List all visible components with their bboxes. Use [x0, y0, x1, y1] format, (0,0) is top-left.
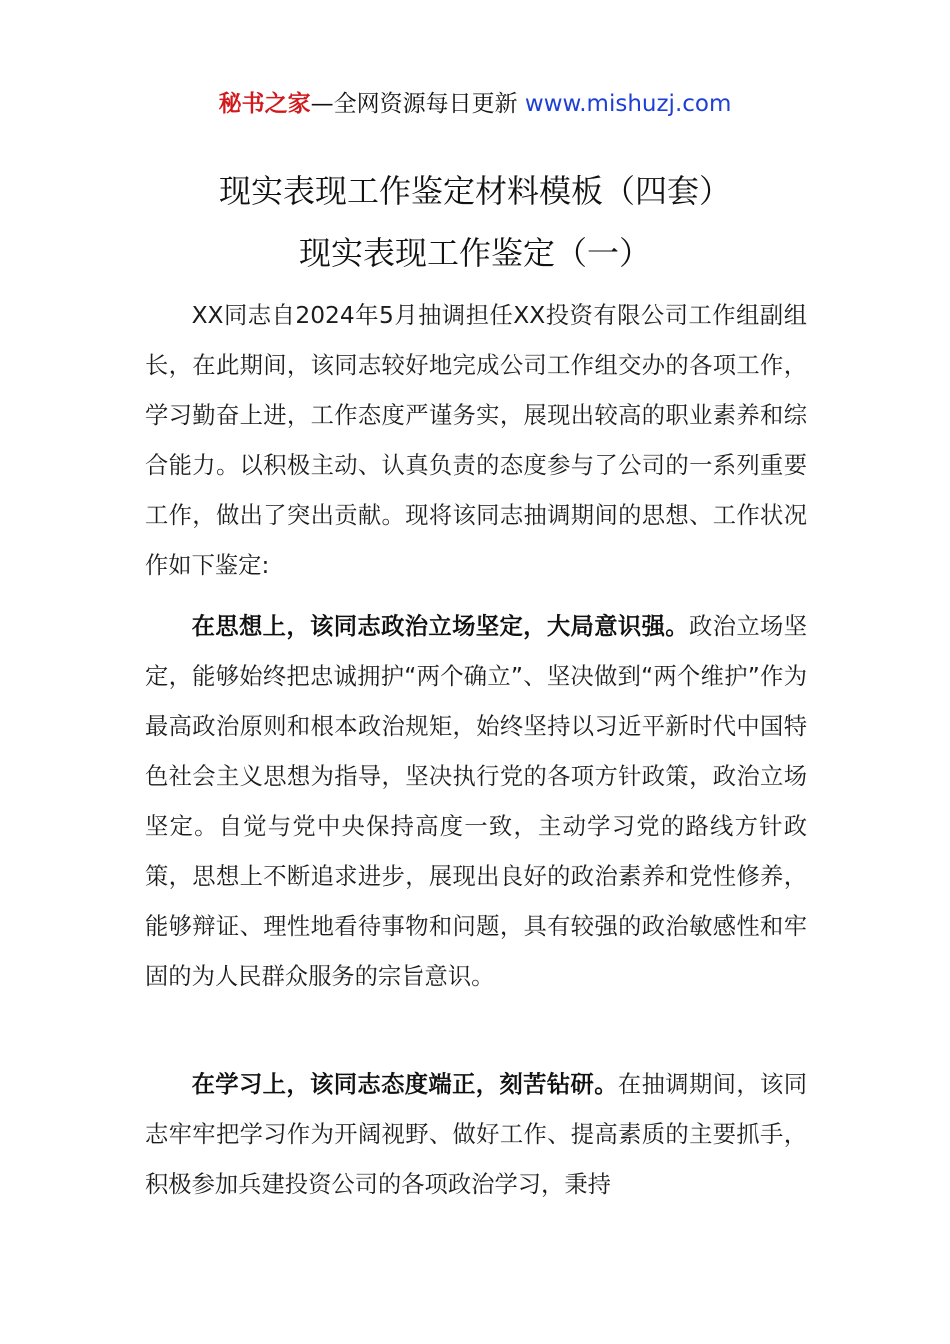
intro-paragraph — [145, 291, 807, 591]
section-title: 现实表现工作鉴定（一） — [298, 234, 651, 272]
paragraph-text: XX同志自2024年5月抽调担任XX投资有限公司工作组副组长，在此期间，该同志较好地完成公司工作组交办的各项工作，学习勤奋上进，工作态度严谨务实，展现出较高的职业素养和综合能力。以积极主动、认真负责的态度参与了公司的一系列重要工作，做出了突出贡献。现将该同志抽调期间的思想、工作状况作如下鉴定: — [145, 302, 807, 579]
site-url-link[interactable]: www.mishuzj.com — [524, 91, 732, 117]
document-title: 现实表现工作鉴定材料模板（四套） — [218, 172, 731, 210]
ideology-paragraph — [145, 602, 807, 1002]
study-paragraph — [145, 1060, 807, 1210]
paragraph-lead: 在思想上，该同志政治立场坚定，大局意识强。 — [191, 613, 689, 640]
header-tagline: —全网资源每日更新 — [310, 91, 525, 117]
paragraph-text: 政治立场坚定，能够始终把忠诚拥护“两个确立”、坚决做到“两个维护”作为最高政治原则和根本政治规矩，始终坚持以习近平新时代中国特色社会主义思想为指导，坚决执行党的各项方针政策，政治立场坚定。自觉与党中央保持高度一致，主动学习党的路线方针政策，思想上不断追求进步，展现出良好的政治素养和党性修养，能够辩证、理性地看待事物和问题，具有较强的政治敏感性和牢固的为人民群众服务的宗旨意识。 — [145, 613, 808, 990]
paragraph-text: 在抽调期间，该同志牢牢把学习作为开阔视野、做好工作、提高素质的主要抓手，积极参加兵建投资公司的各项政治学习，秉持 — [145, 1071, 808, 1198]
brand-name: 秘书之家 — [218, 91, 311, 117]
paragraph-lead: 在学习上，该同志态度端正，刻苦钻研。 — [191, 1071, 618, 1098]
site-header — [0, 86, 950, 122]
